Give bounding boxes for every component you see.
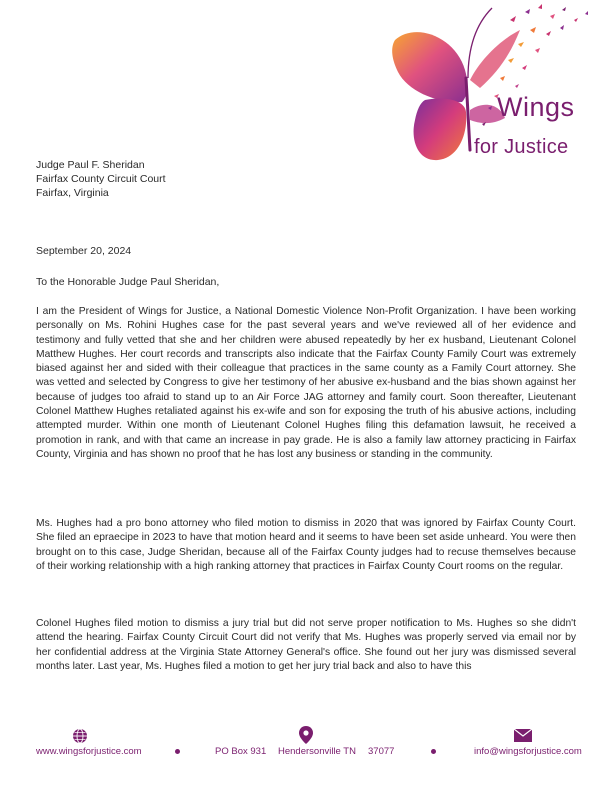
- globe-icon: [72, 728, 88, 744]
- envelope-icon: [514, 729, 532, 742]
- footer-separator-dot: [431, 749, 436, 754]
- body-paragraph: Colonel Hughes filed motion to dismiss a jury trial but did not serve proper notification to Ms. Hughes so she didn't attend the hearing. Fairfax County Circuit Court did not verify that Ms. Hughes was properly served via email nor by her confidential address at the Virginia State Attorney General's office. She found out her jury was dismissed several months later. Last year, Ms. Hughes filed a motion to get her jury trial back and also to have this: [36, 618, 576, 672]
- zip-code: 37077: [368, 746, 395, 757]
- upper-wing: [392, 32, 467, 102]
- brand-name-line1: Wings: [497, 92, 575, 122]
- city-state: Hendersonville TN: [278, 746, 356, 757]
- location-pin-icon: [299, 726, 313, 744]
- brand-name-line2: for Justice: [474, 136, 569, 158]
- footer-separator-dot: [175, 749, 180, 754]
- letter-date: September 20, 2024: [36, 245, 132, 257]
- salutation: To the Honorable Judge Paul Sheridan,: [36, 276, 220, 288]
- recipient-address: [36, 158, 166, 200]
- email-link[interactable]: info@wingsforjustice.com: [474, 746, 582, 757]
- recipient-name: Judge Paul F. Sheridan: [36, 159, 145, 171]
- website-link[interactable]: www.wingsforjustice.com: [36, 746, 142, 757]
- recipient-court: Fairfax County Circuit Court: [36, 173, 166, 185]
- po-box: PO Box 931: [215, 746, 267, 757]
- footer: [0, 726, 612, 766]
- body-paragraph: Ms. Hughes had a pro bono attorney who filed motion to dismiss in 2020 that was ignored by Fairfax County Court. She filed an epraecipe in 2023 to have that motion heard and it seems to have been set aside unheard. You were then brought on to this case, Judge Sheridan, because all of the Fairfax County judges had to recuse themselves because of their working relationship with a high ranking attorney that practices in Fairfax County Court rooms on the regular.: [36, 518, 576, 572]
- body: [466, 78, 470, 150]
- body-paragraph: I am the President of Wings for Justice, a National Domestic Violence Non-Profit Organization. I have been working personally on Ms. Rohini Hughes case for the past several years and we've reviewed all of her evidence and testimony and fully vetted that she and her children were abused repeatedly by her ex husband, Lieutenant Colonel Matthew Hughes. Her court records and transcripts also indicate that the Fairfax County Family Court was extremely biased against her and sided with their colleague that practices in the same county as a Family Court attorney. She was vetted and selected by Congress to give her testimony of her abusive ex-husband and the bias shown against her because of judges too afraid to stand up to an Air Force JAG attorney and family court. Soon thereafter, Lieutenant Colonel Matthew Hughes retaliated against his ex-wife and son for exposing the truth of his abusive actions, including attempted murder. Within one month of Lieutenant Colonel Hughes filing this defamation lawsuit, he received a promotion in rank, and with that came an increase in pay grade. He is also a family law attorney practicing in Fairfax County, Virginia and has shown no proof that he has lost any business or standing in the community.: [36, 306, 576, 460]
- recipient-location: Fairfax, Virginia: [36, 187, 109, 199]
- lower-wing: [414, 99, 467, 161]
